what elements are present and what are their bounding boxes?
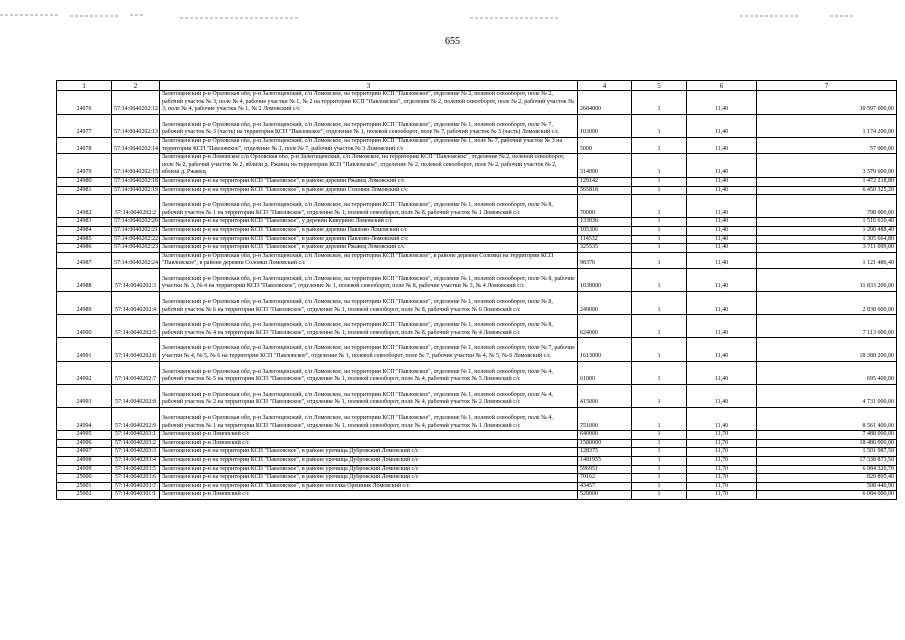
rate-cell: 11,40 <box>687 218 757 227</box>
parcel-description: Залегощенский р-н Ломовский с/с <box>160 491 578 500</box>
table-row <box>57 218 897 227</box>
parcel-area: 249000 <box>578 292 632 315</box>
scan-noise-strip <box>0 6 905 24</box>
count-cell: 1 <box>632 315 687 338</box>
rate-cell: 11,40 <box>687 137 757 153</box>
row-number: 24976 <box>57 91 112 115</box>
parcel-description: Залегощенский р-н Орловская обл, р-н Залегощенский, с/п Ломовское, на территории КСП "Павловское", в районе деревни Соловки на территории КСП "Павловское", в районе деревни Соловки Ломовский с/с <box>160 252 578 268</box>
count-cell: 1 <box>632 439 687 448</box>
cadastral-number: 57:14:0040203:5 <box>112 465 160 474</box>
parcel-description: Залегощенский р-н Орловская обл, р-н Залегощенский, с/п Ломовское, на территории КСП "Павловское", отделение № 1, полевой севооборот, поле № 8, рабочий участок № 4 на территории КСП "Павловское", отделение № 1, полевой севооборот, поле № 8, рабочий участок № 4 Ломовский с/с <box>160 315 578 338</box>
cadastral-value: 11 833 200,00 <box>757 268 897 291</box>
cadastral-value: 7 113 600,00 <box>757 315 897 338</box>
row-number: 24987 <box>57 252 112 268</box>
cadastral-number: 57:14:0040202:20 <box>112 218 160 227</box>
table-row <box>57 384 897 407</box>
cadastral-value: 30 597 600,00 <box>757 91 897 115</box>
rate-cell: 11,40 <box>687 114 757 137</box>
count-cell: 1 <box>632 268 687 291</box>
cadastral-number: 57:14:0040203:3 <box>112 448 160 457</box>
parcel-area: 751000 <box>578 408 632 431</box>
rate-cell: 11,40 <box>687 361 757 384</box>
cadastral-value: 6 984 326,70 <box>757 465 897 474</box>
rate-cell: 11,40 <box>687 292 757 315</box>
count-cell: 1 <box>632 154 687 178</box>
table-row <box>57 439 897 448</box>
cadastral-value: 1 472 218,80 <box>757 177 897 186</box>
row-number: 24984 <box>57 226 112 235</box>
parcel-area: 325535 <box>578 244 632 253</box>
cadastral-value: 18 486 000,00 <box>757 439 897 448</box>
table-row <box>57 195 897 218</box>
parcel-area: 1580000 <box>578 439 632 448</box>
cadastral-value: 3 579 600,00 <box>757 154 897 178</box>
cadastral-value: 1 174 200,00 <box>757 114 897 137</box>
rate-cell: 11,40 <box>687 384 757 407</box>
rate-cell: 11,70 <box>687 465 757 474</box>
cadastral-number: 57:14:0040202:3 <box>112 268 160 291</box>
cadastral-number: 57:14:0040202:5 <box>112 315 160 338</box>
parcel-description: Залегощенский р-н на территории КСП "Павловское", у деревни Кикурино Ломовский с/с <box>160 218 578 227</box>
parcel-area: 129142 <box>578 177 632 186</box>
column-header: 2 <box>112 81 160 91</box>
rate-cell: 11,40 <box>687 252 757 268</box>
rate-cell: 11,40 <box>687 315 757 338</box>
rate-cell: 11,70 <box>687 491 757 500</box>
row-number: 24980 <box>57 177 112 186</box>
parcel-area: 1038000 <box>578 268 632 291</box>
parcel-area: 105306 <box>578 226 632 235</box>
parcel-area: 128375 <box>578 448 632 457</box>
parcel-area: 1481955 <box>578 456 632 465</box>
table-row <box>57 338 897 361</box>
count-cell: 1 <box>632 91 687 115</box>
row-number: 24994 <box>57 408 112 431</box>
table-row <box>57 114 897 137</box>
rate-cell: 11,40 <box>687 177 757 186</box>
parcel-area: 114532 <box>578 235 632 244</box>
count-cell: 1 <box>632 114 687 137</box>
cadastral-value: 8 561 400,00 <box>757 408 897 431</box>
row-number: 24992 <box>57 361 112 384</box>
table-row <box>57 408 897 431</box>
rate-cell: 11,40 <box>687 226 757 235</box>
rate-cell: 11,70 <box>687 456 757 465</box>
row-number: 25001 <box>57 482 112 491</box>
parcel-description: Залегощенский р-н на территории КСП "Павловское", в районе деревни Соловки Ломовский с/с <box>160 186 578 195</box>
rate-cell: 11,70 <box>687 482 757 491</box>
parcel-description: Залегощенский р-н на территории КСП "Павловское", в районе деревни Ржавец Ломовский с/с <box>160 177 578 186</box>
count-cell: 1 <box>632 137 687 153</box>
cadastral-value: 7 488 000,00 <box>757 431 897 440</box>
parcel-area: 565818 <box>578 186 632 195</box>
table-row <box>57 252 897 268</box>
parcel-area: 520000 <box>578 491 632 500</box>
rate-cell: 11,70 <box>687 439 757 448</box>
cadastral-value: 6 084 000,00 <box>757 491 897 500</box>
count-cell: 1 <box>632 474 687 483</box>
table-row <box>57 465 897 474</box>
count-cell: 1 <box>632 431 687 440</box>
table-row <box>57 244 897 253</box>
parcel-description: Залегощенский р-н на территории КСП "Павловское", в районе поселка Орешник Ломовский с/с <box>160 482 578 491</box>
cadastral-number: 57:14:0040202:22 <box>112 235 160 244</box>
parcel-area: 70162 <box>578 474 632 483</box>
parcel-description: Залегощенский р-н на территории КСП "Павловское", в районе урочища Дубровский Ломовский с/с <box>160 465 578 474</box>
cadastral-value: 2 838 600,00 <box>757 292 897 315</box>
cadastral-value: 1 501 987,50 <box>757 448 897 457</box>
parcel-area: 133036 <box>578 218 632 227</box>
parcel-description: Залегощенский р-н на территории КСП "Павловское", в районе урочища Дубровский Ломовский с/с <box>160 456 578 465</box>
parcel-description: Залегощенский р-н Ломовское с/п Орловская обл, р-н Залегощенский, с/п Ломовское, на территории КСП "Павловское", отделение № 2, полевой севооборот, поле № 2, рабочий участок № 2, вблизи д. Ржавец на территории КСП "Павловское", отделение № 2, полевой севооборот, поле № 2, рабочий участок № 2, вблизи д. Ржавец <box>160 154 578 178</box>
table-row <box>57 491 897 500</box>
row-number: 24978 <box>57 137 112 153</box>
rate-cell: 11,40 <box>687 186 757 195</box>
rate-cell: 11,70 <box>687 448 757 457</box>
cadastral-number: 57:14:0040202:6 <box>112 338 160 361</box>
table-row <box>57 226 897 235</box>
cadastral-number: 57:14:0040202:21 <box>112 226 160 235</box>
table-row <box>57 431 897 440</box>
rate-cell: 11,70 <box>687 474 757 483</box>
cadastral-number: 57:14:0040203:2 <box>112 439 160 448</box>
parcel-description: Залегощенский р-н Орловская обл, р-н Залегощенский, с/п Ломовское, на территории КСП "Павловское", отделение № 1, полевой севооборот, поле № 4, рабочий участок № 1 на территории КСП "Павловское", отделение № 1, полевой севооборот, поле № 4, рабочий участок № 1 Ломовский с/с <box>160 408 578 431</box>
row-number: 24998 <box>57 456 112 465</box>
row-number: 24999 <box>57 465 112 474</box>
rate-cell: 11,40 <box>687 268 757 291</box>
count-cell: 1 <box>632 177 687 186</box>
header-row <box>57 81 897 91</box>
parcel-description: Залегощенский р-н на территории КСП "Павловское", в районе урочища Дубровский Ломовский с/с <box>160 448 578 457</box>
column-header: 7 <box>757 81 897 91</box>
count-cell: 1 <box>632 491 687 500</box>
row-number: 24979 <box>57 154 112 178</box>
parcel-description: Залегощенский р-н Орловская обл, р-н Залегощенский, с/п Ломовское, на территории КСП "Павловское", отделение № 2, полевой севооборот, поле № 2, рабочий участок № 3, поле № 4, рабочие участки № 1, № 2 на территории КСП "Павловское", отделение № 2, полевой севооборот, поле № 2, рабочий участок № 3, поле № 4, рабочие участки № 1, № 2 Ломовский с/с <box>160 91 578 115</box>
parcel-area: 596951 <box>578 465 632 474</box>
table-row <box>57 91 897 115</box>
cadastral-value: 18 388 200,00 <box>757 338 897 361</box>
cadastral-number: 57:14:0040202:24 <box>112 252 160 268</box>
count-cell: 1 <box>632 338 687 361</box>
parcel-description: Залегощенский р-н Орловская обл, р-н Залегощенский, с/п Ломовское, на территории КСП "Павловское", отделение № 1, полевой севооборот, поле № 8, рабочие участки № 3, № 4 на территории КСП "Павловское", отделение № 1, полевой севооборот, поле № 8, рабочие участки № 3, № 4 Ломовский с/с <box>160 268 578 291</box>
count-cell: 1 <box>632 456 687 465</box>
table-row <box>57 137 897 153</box>
cadastral-number: 57:14:0040202:23 <box>112 244 160 253</box>
count-cell: 1 <box>632 408 687 431</box>
cadastral-value: 1 200 488,40 <box>757 226 897 235</box>
page-number: 655 <box>445 36 460 47</box>
parcel-description: Залегощенский р-н на территории КСП "Павловское", в районе деревни Ржавец Ломовский с/с <box>160 244 578 253</box>
cadastral-number: 57:14:0040202:12 <box>112 91 160 115</box>
row-number: 25000 <box>57 474 112 483</box>
cadastral-number: 57:14:0040202:18 <box>112 177 160 186</box>
parcel-description: Залегощенский р-н на территории КСП "Павловское", в районе урочища Дубровский Ломовский с/с <box>160 474 578 483</box>
count-cell: 1 <box>632 252 687 268</box>
column-header: 1 <box>57 81 112 91</box>
table-row <box>57 177 897 186</box>
rate-cell: 11,40 <box>687 408 757 431</box>
parcel-area: 103000 <box>578 114 632 137</box>
count-cell: 1 <box>632 384 687 407</box>
cadastral-value: 820 895,40 <box>757 474 897 483</box>
row-number: 24986 <box>57 244 112 253</box>
parcel-area: 2684000 <box>578 91 632 115</box>
parcel-description: Залегощенский р-н Орловская обл, р-н Залегощенский, с/п Ломовское, на территории КСП "Павловское", отделение № 1, полевой севооборот, поле № 8, рабочий участок № 6 на территории КСП "Павловское", отделение № 1, полевой севооборот, поле № 8, рабочий участок № 6 Ломовский с/с <box>160 292 578 315</box>
cadastral-number: 57:14:0040202:19 <box>112 186 160 195</box>
rate-cell: 11,40 <box>687 195 757 218</box>
count-cell: 1 <box>632 292 687 315</box>
parcel-description: Залегощенский р-н Орловская обл, р-н Залегощенский, с/п Ломовское, на территории КСП "Павловское", отделение № 1, полевой севооборот, поле № 8, рабочий участок № 1 на территории КСП "Павловское", отделение № 1, полевой севооборот, поле № 8, рабочий участок № 1 Ломовский с/с <box>160 195 578 218</box>
row-number: 24982 <box>57 195 112 218</box>
parcel-description: Залегощенский р-н Орловская обл, р-н Залегощенский, с/п Ломовское, на территории КСП "Павловское", отделение № 1, полевой севооборот, поле № 7, рабочий участок № 3 (часть) на территории КСП "Павловское", отделение № 1, полевой севооборот, поле № 7, рабочий участок № 3 (часть) Ломовский с/с <box>160 114 578 137</box>
parcel-description: Залегощенский р-н Орловская обл, р-н Залегощенский, с/п Ломовское, на территории КСП "Павловское", отделение № 1, полевой севооборот, поле № 4, рабочий участок № 5 на территории КСП "Павловское", отделение № 1, полевой севооборот, поле № 4, рабочий участок № 5 Ломовский с/с <box>160 361 578 384</box>
rate-cell: 11,70 <box>687 431 757 440</box>
table-row <box>57 456 897 465</box>
cadastral-value: 1 121 486,40 <box>757 252 897 268</box>
rate-cell: 11,40 <box>687 154 757 178</box>
cadastral-value: 6 450 325,20 <box>757 186 897 195</box>
land-parcel-table-container <box>56 80 896 500</box>
count-cell: 1 <box>632 226 687 235</box>
table-row <box>57 482 897 491</box>
rate-cell: 11,40 <box>687 244 757 253</box>
parcel-area: 415000 <box>578 384 632 407</box>
table-row <box>57 361 897 384</box>
count-cell: 1 <box>632 244 687 253</box>
cadastral-value: 508 446,90 <box>757 482 897 491</box>
column-header: 3 <box>160 81 578 91</box>
cadastral-value: 3 711 099,00 <box>757 244 897 253</box>
row-number: 25002 <box>57 491 112 500</box>
cadastral-number: 57:14:0040202:15 <box>112 154 160 178</box>
parcel-area: 640000 <box>578 431 632 440</box>
row-number: 24989 <box>57 292 112 315</box>
row-number: 24991 <box>57 338 112 361</box>
table-row <box>57 474 897 483</box>
cadastral-number: 57:14:0040301:1 <box>112 491 160 500</box>
count-cell: 1 <box>632 361 687 384</box>
count-cell: 1 <box>632 465 687 474</box>
row-number: 24990 <box>57 315 112 338</box>
cadastral-value: 1 305 664,80 <box>757 235 897 244</box>
row-number: 24977 <box>57 114 112 137</box>
count-cell: 1 <box>632 186 687 195</box>
column-header: 5 <box>632 81 687 91</box>
rate-cell: 11,40 <box>687 338 757 361</box>
table-row <box>57 235 897 244</box>
rate-cell: 11,40 <box>687 235 757 244</box>
parcel-description: Залегощенский р-н Орловская обл, р-н Залегощенский, с/п Ломовское, на территории КСП "Павловское", отделение № 1, полевой севооборот, поле № 7, рабочие участки № 4, № 5, № 6 на территории КСП "Павловское", отделение № 1, полевой севооборот, поле № 7, рабочие участки № 4, № 5, № 6 Ломовский с/с <box>160 338 578 361</box>
row-number: 24981 <box>57 186 112 195</box>
parcel-description: Залегощенский р-н Ломовский с/с <box>160 439 578 448</box>
row-number: 24995 <box>57 431 112 440</box>
cadastral-number: 57:14:0040202:9 <box>112 408 160 431</box>
cadastral-number: 57:14:0040203:4 <box>112 456 160 465</box>
parcel-description: Залегощенский р-н на территории КСП "Павловское", в районе деревни Павлово Ломовский с/с <box>160 226 578 235</box>
cadastral-value: 695 400,00 <box>757 361 897 384</box>
land-parcel-table <box>56 80 897 500</box>
count-cell: 1 <box>632 195 687 218</box>
table-row <box>57 315 897 338</box>
cadastral-number: 57:14:0040202:7 <box>112 361 160 384</box>
parcel-area: 5000 <box>578 137 632 153</box>
parcel-area: 1613000 <box>578 338 632 361</box>
cadastral-number: 57:14:0040203:7 <box>112 482 160 491</box>
cadastral-number: 57:14:0040202:13 <box>112 114 160 137</box>
table-row <box>57 186 897 195</box>
table-row <box>57 268 897 291</box>
parcel-description: Залегощенский р-н на территории КСП "Павловское", в районе деревни Павлово-Ломовский с/с <box>160 235 578 244</box>
row-number: 24985 <box>57 235 112 244</box>
cadastral-number: 57:14:0040202:2 <box>112 195 160 218</box>
parcel-area: 70000 <box>578 195 632 218</box>
cadastral-value: 57 000,00 <box>757 137 897 153</box>
cadastral-number: 57:14:0040202:4 <box>112 292 160 315</box>
count-cell: 1 <box>632 218 687 227</box>
parcel-description: Залегощенский р-н Орловская обл, р-н Залегощенский, с/п Ломовское, на территории КСП "Павловское", отделение № 1, поле № 7, рабочий участок № 3 на территории КСП "Павловское", отделение № 1, поле № 7, рабочий участок № 3 Ломовский с/с <box>160 137 578 153</box>
table-body <box>57 91 897 500</box>
table-row <box>57 292 897 315</box>
count-cell: 1 <box>632 482 687 491</box>
parcel-area: 61000 <box>578 361 632 384</box>
table-row <box>57 154 897 178</box>
count-cell: 1 <box>632 448 687 457</box>
cadastral-number: 57:14:0040202:14 <box>112 137 160 153</box>
column-header: 4 <box>578 81 632 91</box>
column-header: 6 <box>687 81 757 91</box>
rate-cell: 11,40 <box>687 91 757 115</box>
row-number: 24988 <box>57 268 112 291</box>
row-number: 24983 <box>57 218 112 227</box>
parcel-area: 98376 <box>578 252 632 268</box>
cadastral-number: 57:14:0040202:8 <box>112 384 160 407</box>
count-cell: 1 <box>632 235 687 244</box>
cadastral-value: 17 338 873,50 <box>757 456 897 465</box>
cadastral-number: 57:14:0040203:6 <box>112 474 160 483</box>
row-number: 24993 <box>57 384 112 407</box>
cadastral-value: 1 516 610,40 <box>757 218 897 227</box>
parcel-area: 624000 <box>578 315 632 338</box>
parcel-description: Залегощенский р-н Ломовский с/с <box>160 431 578 440</box>
parcel-area: 43457 <box>578 482 632 491</box>
row-number: 24997 <box>57 448 112 457</box>
row-number: 24996 <box>57 439 112 448</box>
parcel-area: 314000 <box>578 154 632 178</box>
cadastral-value: 4 731 000,00 <box>757 384 897 407</box>
cadastral-value: 798 000,00 <box>757 195 897 218</box>
parcel-description: Залегощенский р-н Орловская обл, р-н Залегощенский, с/п Ломовское, на территории КСП "Павловское", отделение № 1, полевой севооборот, поле № 4, рабочий участок № 2 на территории КСП "Павловское", отделение № 1, полевой севооборот, поле № 4, рабочий участок № 2 Ломовский с/с <box>160 384 578 407</box>
cadastral-number: 57:14:0040203:1 <box>112 431 160 440</box>
table-row <box>57 448 897 457</box>
